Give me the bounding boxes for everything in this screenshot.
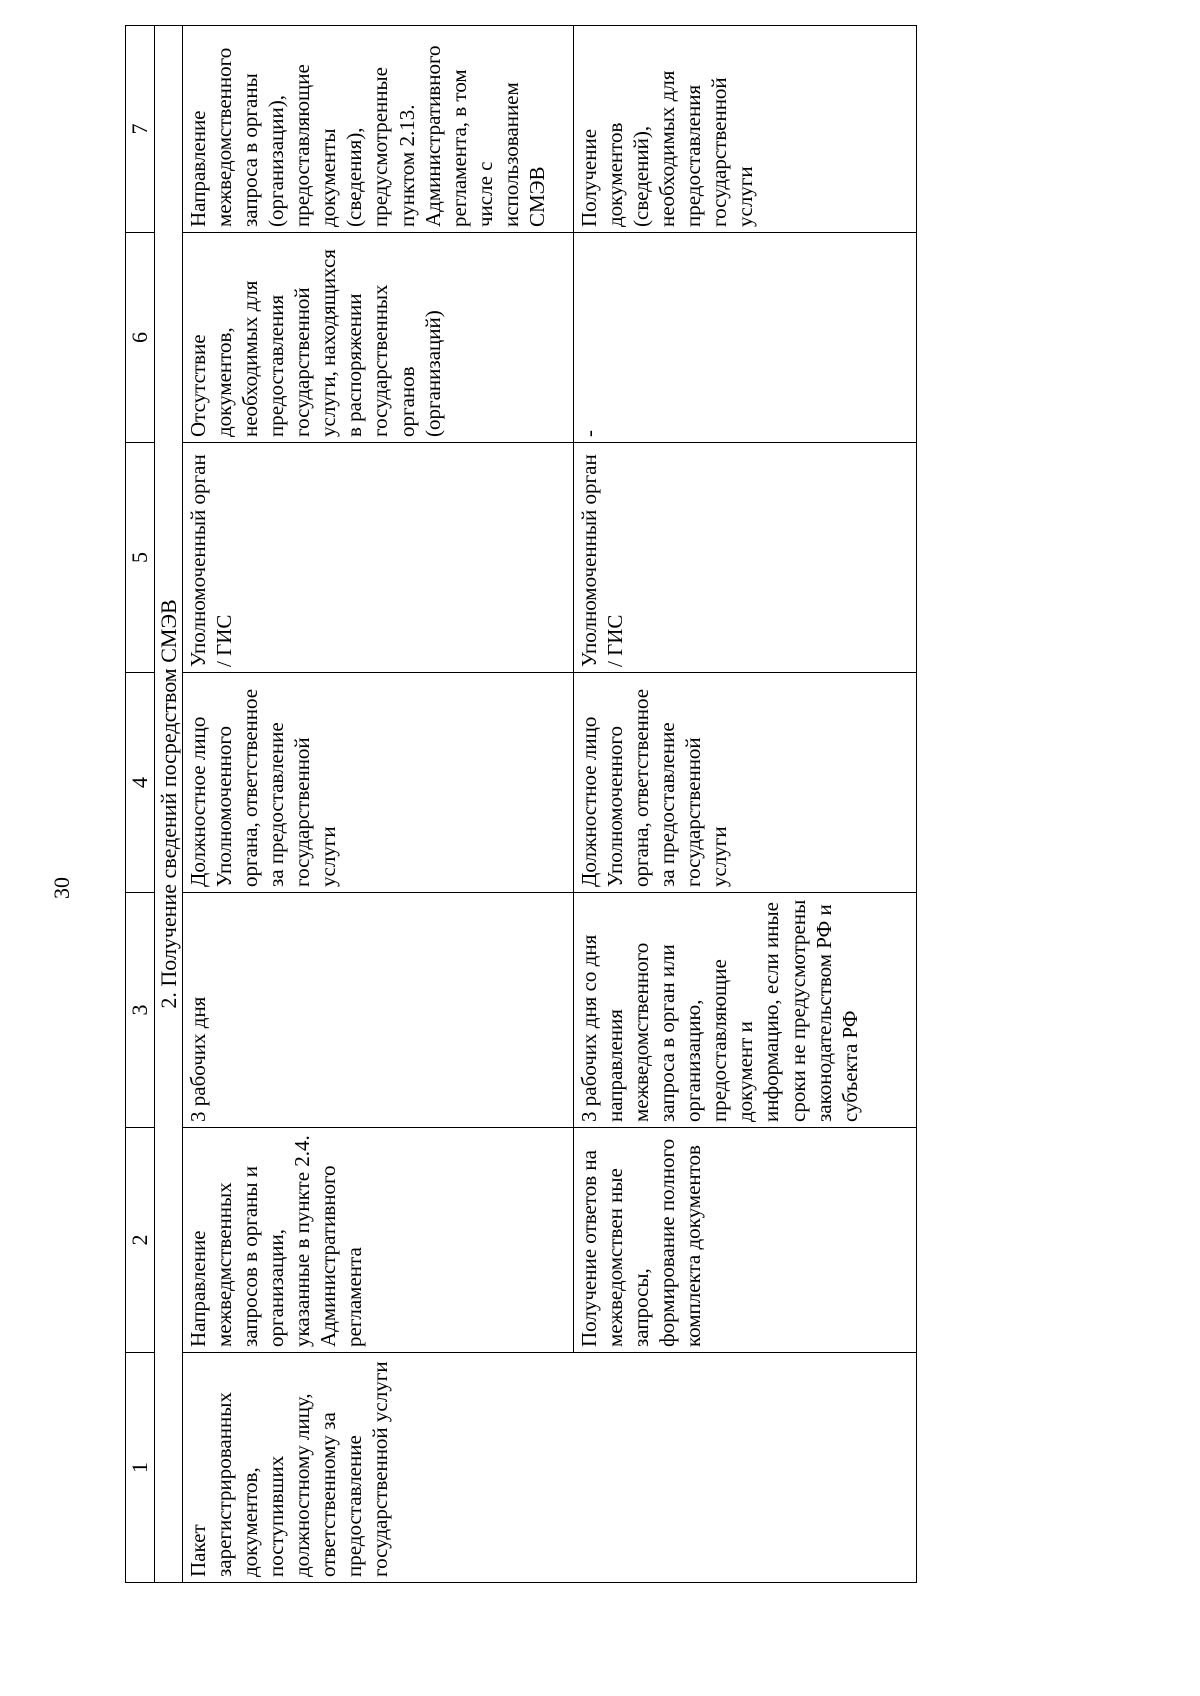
deadline-cell: 3 рабочих дня xyxy=(183,893,574,1128)
column-number-6: 6 xyxy=(126,233,155,443)
column-number-1: 1 xyxy=(126,1353,155,1583)
rotated-table-wrapper xyxy=(125,26,917,1583)
place-cell: Уполномоченный орган / ГИС xyxy=(574,443,917,673)
column-number-3: 3 xyxy=(126,893,155,1128)
table-row xyxy=(183,26,574,1583)
place-cell: Уполномоченный орган / ГИС xyxy=(183,443,574,673)
column-number-7: 7 xyxy=(126,26,155,233)
action-cell: Получение ответов на межведомствен ные запросы, формирование полного комплекта документов xyxy=(574,1128,917,1353)
result-cell: Получение документов (сведений), необходимых для предоставления государственной услуги xyxy=(574,26,917,233)
result-cell: Направление межведомственного запроса в органы (организации), предоставляющие документы (сведения), предусмотренные пунктом 2.13. Административного регламента, в том числе с использованием СМЭВ xyxy=(183,26,574,233)
column-number-5: 5 xyxy=(126,443,155,673)
responsible-cell: Должностное лицо Уполномоченного органа, ответственное за предоставление государственной услуги xyxy=(183,673,574,893)
section-heading-row xyxy=(155,26,183,1583)
procedure-table xyxy=(125,25,917,1583)
page-number: 30 xyxy=(49,877,74,899)
criteria-cell: - xyxy=(574,233,917,443)
column-number-row xyxy=(126,26,155,1583)
column-number-4: 4 xyxy=(126,673,155,893)
deadline-cell: 3 рабочих дня со дня направления межведомственного запроса в орган или организацию, предоставляющие документ и информацию, если иные сроки не предусмотрены законодательством РФ и субъекта РФ xyxy=(574,893,917,1128)
section-title: 2. Получение сведений посредством СМЭВ xyxy=(155,26,183,1583)
basis-cell: Пакет зарегистрированных документов, поступивших должностному лицу, ответственному за предоставление государственной услуги xyxy=(183,1353,917,1583)
column-number-2: 2 xyxy=(126,1128,155,1353)
responsible-cell: Должностное лицо Уполномоченного органа, ответственное за предоставление государственной услуги xyxy=(574,673,917,893)
criteria-cell: Отсутствие документов, необходимых для предоставления государственной услуги, находящихся в распоряжении государственных органов (организаций) xyxy=(183,233,574,443)
table-row xyxy=(574,26,917,1583)
action-cell: Направление межведмственных запросов в органы и организации, указанные в пункте 2.4. Административного регламента xyxy=(183,1128,574,1353)
